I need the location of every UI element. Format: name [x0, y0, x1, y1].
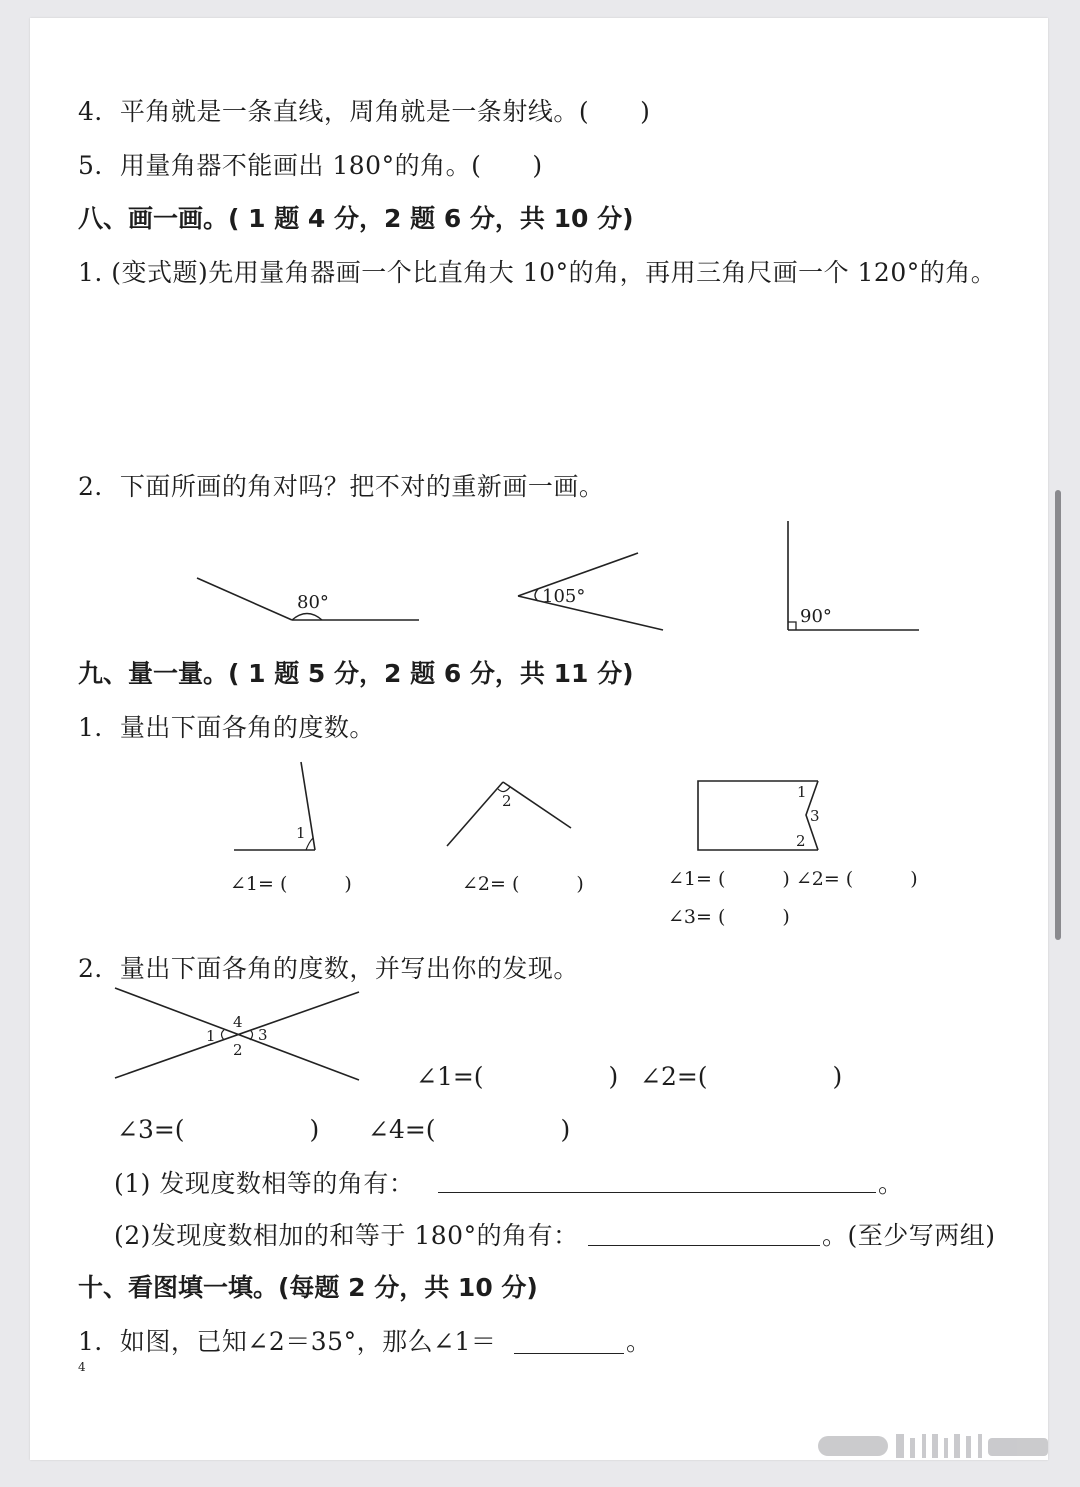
finding-1-end: 。 — [878, 1169, 904, 1198]
finding-2-answer-line[interactable] — [588, 1244, 820, 1246]
section-10-answer-line[interactable] — [514, 1352, 624, 1354]
watermark-logo — [818, 1432, 1058, 1460]
rect-angle-1-label: 1 — [797, 783, 807, 801]
angle-label-105: 105° — [542, 586, 586, 607]
finding-2-end: 。(至少写两组) — [822, 1221, 996, 1250]
section-9-question-1: 1．量出下面各角的度数。 — [78, 713, 375, 742]
section-10-title: 十、看图填一填。(每题 2 分，共 10 分) — [78, 1273, 538, 1302]
cross-angle-4-label: 4 — [233, 1013, 243, 1031]
cross-angle-3-label: 3 — [258, 1026, 268, 1044]
cross-answer-angle-3: ∠3=( ) — [117, 1115, 320, 1144]
angle-label-80: 80° — [297, 592, 329, 613]
section-9-question-2: 2．量出下面各角的度数，并写出你的发现。 — [78, 954, 579, 983]
answer-angle-2: ∠2= ( ) — [462, 873, 584, 895]
cross-answer-angle-4: ∠4=( ) — [368, 1115, 571, 1144]
finding-2-prompt: (2)发现度数相加的和等于 180°的角有： — [114, 1221, 579, 1250]
section-8-question-2: 2．下面所画的角对吗？把不对的重新画一画。 — [78, 472, 605, 501]
page-number: 4 — [78, 1360, 86, 1374]
angle-label-90: 90° — [800, 606, 832, 627]
cross-answer-angle-1: ∠1=( ) — [416, 1062, 619, 1091]
rect-angle-2-label: 2 — [796, 832, 806, 850]
section-10-question-1-end: 。 — [626, 1327, 652, 1356]
section-8-title: 八、画一画。( 1 题 4 分，2 题 6 分，共 10 分) — [78, 204, 634, 233]
answer-angle-1: ∠1= ( ) — [230, 873, 352, 895]
judge-question-4: 4．平角就是一条直线，周角就是一条射线。( ) — [78, 97, 651, 126]
answer-rect-angle-3: ∠3= ( ) — [668, 906, 790, 928]
measure-angle-2-label: 2 — [502, 792, 512, 810]
cross-angle-2-label: 2 — [233, 1041, 243, 1059]
section-10-question-1: 1．如图，已知∠2＝35°，那么∠1＝ — [78, 1327, 497, 1356]
answer-rect-angles-1-2: ∠1= ( ) ∠2= ( ) — [668, 868, 918, 890]
judge-question-5: 5．用量角器不能画出 180°的角。( ) — [78, 151, 543, 180]
rect-angle-3-label: 3 — [810, 807, 820, 825]
finding-1-answer-line[interactable] — [438, 1191, 876, 1193]
finding-1-prompt: (1) 发现度数相等的角有： — [114, 1169, 415, 1198]
section-9-title: 九、量一量。( 1 题 5 分，2 题 6 分，共 11 分) — [78, 659, 634, 688]
section-8-question-1: 1. (变式题)先用量角器画一个比直角大 10°的角，再用三角尺画一个 120°的角。 — [78, 258, 997, 287]
cross-answer-angle-2: ∠2=( ) — [640, 1062, 843, 1091]
cross-angle-1-label: 1 — [206, 1027, 216, 1045]
measure-angle-1-label: 1 — [296, 824, 306, 842]
